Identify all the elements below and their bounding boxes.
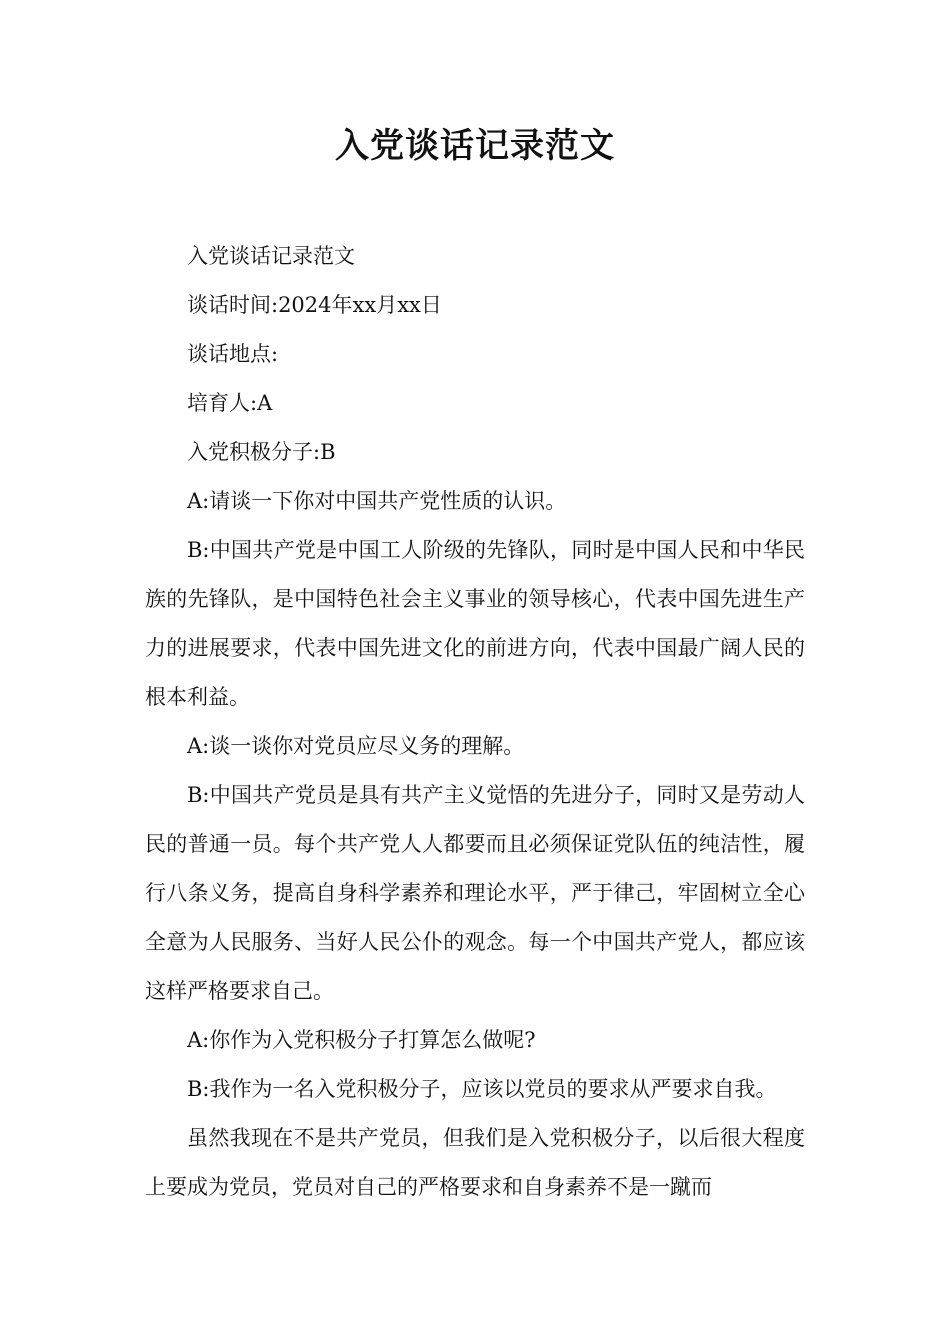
document-body: [145, 232, 805, 1212]
paragraph: B:中国共产党是中国工人阶级的先锋队，同时是中国人民和中华民族的先锋队，是中国特色社会主义事业的领导核心，代表中国先进生产力的进展要求，代表中国先进文化的前进方向，代表中国最广阔人民的根本利益。: [145, 538, 805, 709]
paragraph: 谈话时间:2024年xx月xx日: [187, 293, 442, 317]
paragraph: 培育人:A: [187, 391, 273, 415]
paragraph: A:请谈一下你对中国共产党性质的认识。: [187, 489, 567, 513]
paragraph: 谈话地点:: [187, 342, 279, 366]
paragraph: A:你作为入党积极分子打算怎么做呢?: [187, 1028, 536, 1052]
paragraph: 入党谈话记录范文: [187, 244, 355, 268]
paragraph: 虽然我现在不是共产党员，但我们是入党积极分子，以后很大程度上要成为党员，党员对自己的严格要求和自身素养不是一蹴而: [145, 1126, 805, 1199]
document-title: 入党谈话记录范文: [335, 126, 615, 166]
paragraph: A:谈一谈你对党员应尽义务的理解。: [187, 734, 525, 758]
paragraph: 入党积极分子:B: [187, 440, 336, 464]
paragraph: B:中国共产党员是具有共产主义觉悟的先进分子，同时又是劳动人民的普通一员。每个共产党人人都要而且必须保证党队伍的纯洁性，履行八条义务，提高自身科学素养和理论水平，严于律己，牢固树立全心全意为人民服务、当好人民公仆的观念。每一个中国共产党人，都应该这样严格要求自己。: [145, 783, 805, 1003]
paragraph: B:我作为一名入党积极分子，应该以党员的要求从严要求自我。: [187, 1077, 777, 1101]
